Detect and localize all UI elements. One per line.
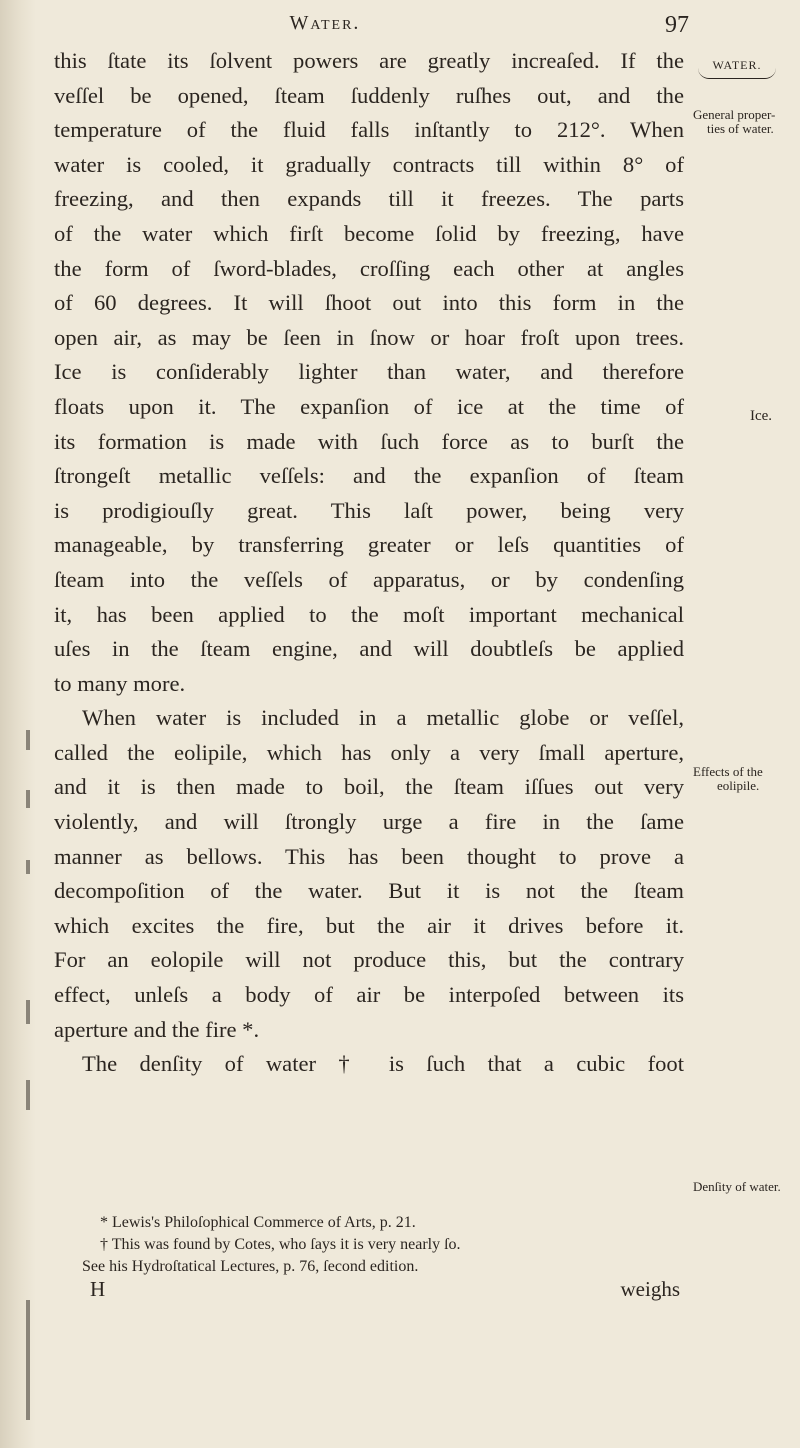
text-line: veſſel be opened, ſteam ſuddenly ruſhes out, and the <box>54 82 684 108</box>
text-line: which excites the fire, but the air it drives before it. <box>54 912 684 938</box>
gutter-binding-mark <box>26 730 30 750</box>
text-line: called the eolipile, which has only a very ſmall aperture, <box>54 739 684 765</box>
text-line: manageable, by transferring greater or leſs quantities of <box>54 532 684 558</box>
text-line: this ſtate its ſolvent powers are greatly increaſed. If the <box>54 48 684 73</box>
page-gutter-shadow <box>0 0 36 1448</box>
text-line: of 60 degrees. It will ſhoot out into this form in the <box>54 290 684 316</box>
text-line: floats upon it. The expanſion of ice at the time of <box>54 393 684 419</box>
page-number: 97 <box>665 12 689 38</box>
text-line: of the water which firſt become ſolid by freezing, have <box>54 220 684 246</box>
running-head-brace <box>698 68 776 79</box>
text-line: ſteam into the veſſels of apparatus, or by condenſing <box>54 566 684 592</box>
text-line: aperture and the fire *. <box>54 1016 260 1042</box>
text-line: to many more. <box>54 670 186 696</box>
text-line: water is cooled, it gradually contracts till within 8° of <box>54 151 684 177</box>
text-line: uſes in the ſteam engine, and will doubtleſs be applied <box>54 636 684 662</box>
text-line: violently, and will ſtrongly urge a fire in the ſame <box>54 809 684 835</box>
text-line: Ice is conſiderably lighter than water, and therefore <box>54 359 684 385</box>
text-line: open air, as may be ſeen in ſnow or hoar froſt upon trees. <box>54 324 684 350</box>
footnote-dagger: † This was found by Cotes, who ſays it is very nearly ſo. <box>100 1236 461 1253</box>
running-head: WATER. <box>712 58 762 72</box>
page-header-title: Water. <box>289 12 361 34</box>
side-note-eolipile: Effects of the eolipile. <box>693 764 763 793</box>
text-line: the form of ſword-blades, croſſing each other at angles <box>54 255 684 281</box>
gutter-binding-mark <box>26 1000 30 1024</box>
text-line: The denſity of water † is ſuch that a cubic foot <box>82 1051 684 1077</box>
text-line: For an eolopile will not produce this, but the contrary <box>54 947 684 973</box>
gutter-binding-mark <box>26 1300 30 1420</box>
side-note-density: Denſity of water. <box>693 1179 781 1194</box>
text-line: manner as bellows. This has been thought to prove a <box>54 843 684 869</box>
footnote-dagger-continued: See his Hydroſtatical Lectures, p. 76, ſecond edition. <box>82 1258 419 1275</box>
side-note-general-properties: General proper- ties of water. <box>693 107 776 136</box>
footnote-star: * Lewis's Philoſophical Commerce of Arts, p. 21. <box>100 1214 416 1231</box>
signature-mark: H <box>90 1277 106 1301</box>
text-line: is prodigiouſly great. This laſt power, being very <box>54 497 684 523</box>
text-line: and it is then made to boil, the ſteam iſſues out very <box>54 774 684 800</box>
footnotes <box>82 1212 702 1278</box>
gutter-binding-mark <box>26 790 30 808</box>
text-line: effect, unleſs a body of air be interpoſed between its <box>54 982 684 1008</box>
text-line: ſtrongeſt metallic veſſels: and the expanſion of ſteam <box>54 463 684 489</box>
gutter-binding-mark <box>26 1080 30 1110</box>
text-line: its formation is made with ſuch force as to burſt the <box>54 428 684 454</box>
gutter-binding-mark <box>26 860 30 874</box>
text-line: freezing, and then expands till it freezes. The parts <box>54 186 684 212</box>
text-line: it, has been applied to the moſt important mechanical <box>54 601 684 627</box>
text-line: decompoſition of the water. But it is not the ſteam <box>54 878 684 904</box>
catchword: weighs <box>620 1277 680 1301</box>
text-line: When water is included in a metallic globe or veſſel, <box>82 705 684 731</box>
main-text <box>54 44 684 1082</box>
text-line: temperature of the fluid falls inſtantly to 212°. When <box>54 117 684 143</box>
side-note-ice: Ice. <box>750 408 773 424</box>
